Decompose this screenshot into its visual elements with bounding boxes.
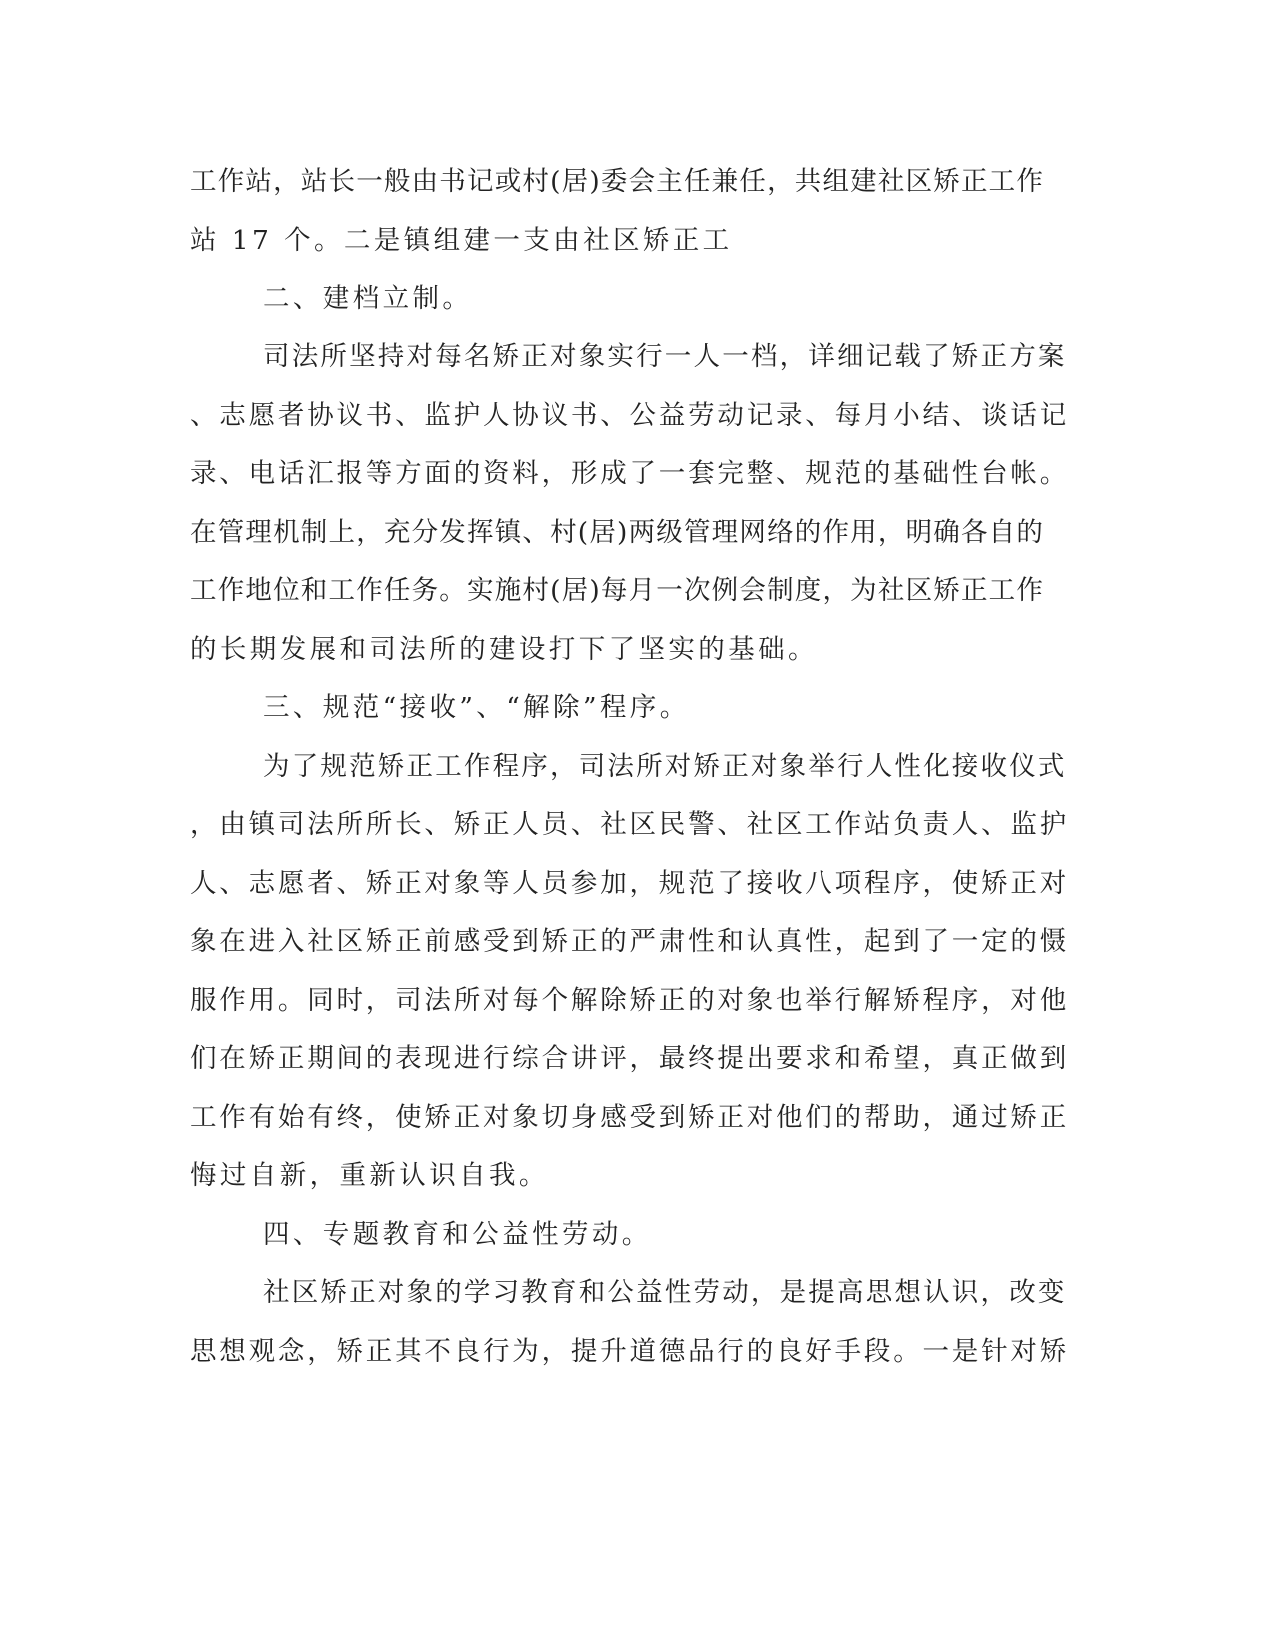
text-line: 的长期发展和司法所的建设打下了坚实的基础。 [190,634,818,665]
text-line: 、志愿者协议书、监护人协议书、公益劳动记录、每月小结、谈话记 [190,400,1069,431]
text-line: 工作站，站长一般由书记或村(居)委会主任兼任，共组建社区矫正工作 [190,166,1045,197]
text-line: 站 17 个。二是镇组建一支由社区矫正工 [190,225,733,256]
text-line: 工作地位和工作任务。实施村(居)每月一次例会制度，为社区矫正工作 [190,575,1045,606]
text-line: 象在进入社区矫正前感受到矫正的严肃性和认真性，起到了一定的慑 [190,926,1069,957]
section-heading: 四、专题教育和公益性劳动。 [263,1219,652,1250]
text-line: 思想观念，矫正其不良行为，提升道德品行的良好手段。一是针对矫 [190,1336,1069,1367]
text-line: 社区矫正对象的学习教育和公益性劳动，是提高思想认识，改变 [263,1277,1067,1308]
text-line: 们在矫正期间的表现进行综合讲评，最终提出要求和希望，真正做到 [190,1043,1069,1074]
section-heading: 三、规范“接收”、“解除”程序。 [263,692,690,723]
text-line: 服作用。同时，司法所对每个解除矫正的对象也举行解矫程序，对他 [190,985,1069,1016]
text-line: 人、志愿者、矫正对象等人员参加，规范了接收八项程序，使矫正对 [190,868,1069,899]
text-line: 工作有始有终，使矫正对象切身感受到矫正对他们的帮助，通过矫正 [190,1102,1069,1133]
text-line: 司法所坚持对每名矫正对象实行一人一档，详细记载了矫正方案 [263,341,1067,372]
text-line: 在管理机制上，充分发挥镇、村(居)两级管理网络的作用，明确各自的 [190,517,1045,548]
text-line: 为了规范矫正工作程序，司法所对矫正对象举行人性化接收仪式 [263,751,1067,782]
text-line: 录、电话汇报等方面的资料，形成了一套完整、规范的基础性台帐。 [190,458,1069,489]
section-heading: 二、建档立制。 [263,283,473,314]
text-line: 悔过自新，重新认识自我。 [190,1160,549,1191]
text-line: ，由镇司法所所长、矫正人员、社区民警、社区工作站负责人、监护 [190,809,1069,840]
